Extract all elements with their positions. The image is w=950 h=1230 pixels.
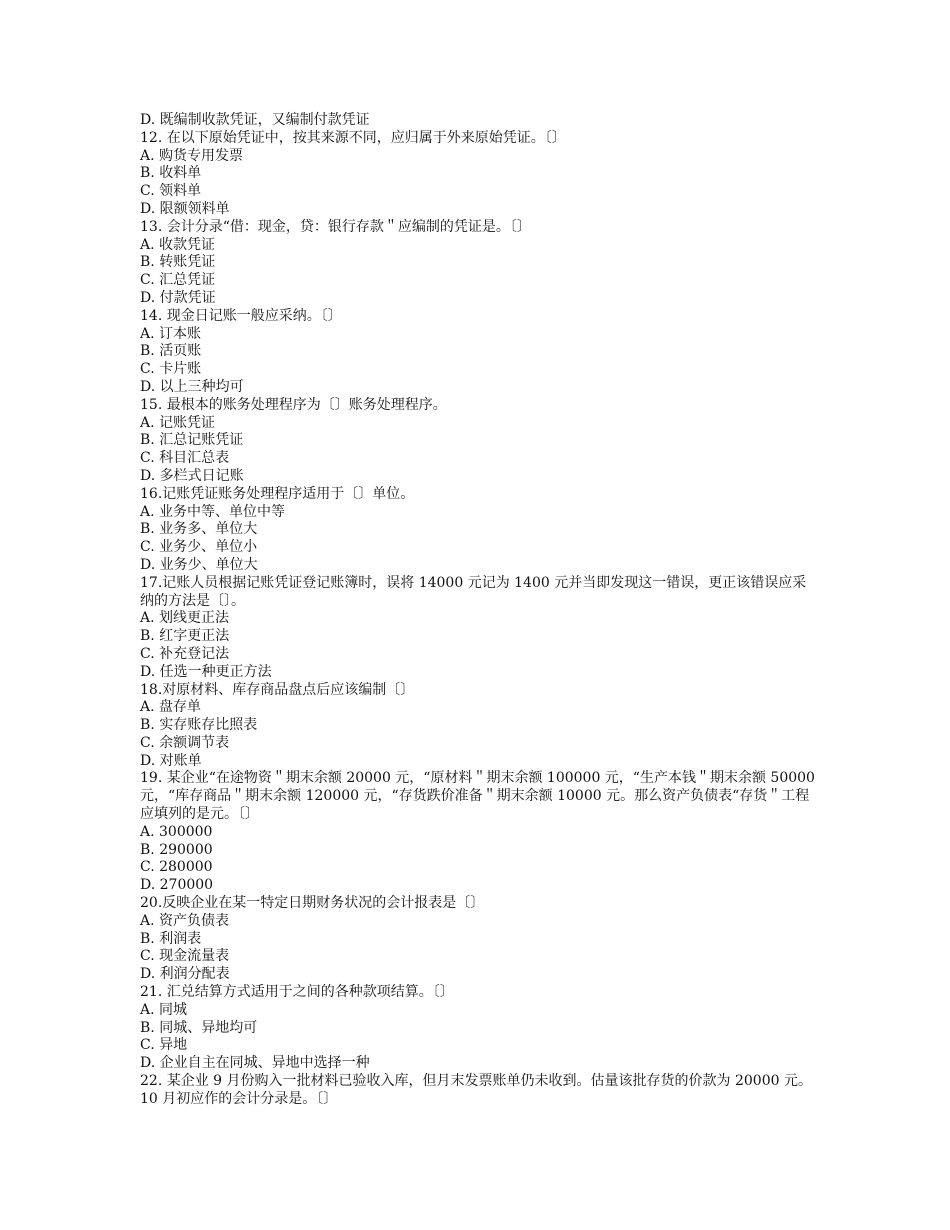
text-line: D. 任选一种更正方法	[140, 663, 272, 680]
text-line: A. 记账凭证	[140, 414, 216, 431]
text-line: B. 利润表	[140, 930, 202, 947]
text-line: 13. 会计分录“借：现金，贷：银行存款＂应编制的凭证是。〔〕	[140, 218, 531, 235]
text-line: 18.对原材料、库存商品盘点后应该编制〔〕	[140, 681, 415, 698]
text-line: A. 盘存单	[140, 699, 202, 716]
text-line: A. 订本账	[140, 325, 202, 342]
text-line: 15. 最根本的账务处理程序为〔〕账务处理程序。	[140, 396, 447, 413]
text-line: D. 对账单	[140, 752, 202, 769]
text-line: C. 余额调节表	[140, 734, 230, 751]
text-line: B. 活页账	[140, 343, 202, 360]
text-line: A. 业务中等、单位中等	[140, 503, 286, 520]
text-line: 16.记账凭证账务处理程序适用于〔〕单位。	[140, 485, 415, 502]
text-line: A. 购货专用发票	[140, 147, 244, 164]
text-line: C. 卡片账	[140, 361, 202, 378]
text-line: B. 业务多、单位大	[140, 521, 258, 538]
text-line: A. 同城	[140, 1001, 188, 1018]
text-line: D. 利润分配表	[140, 966, 230, 983]
text-line: B. 收料单	[140, 165, 202, 182]
text-line: B. 汇总记账凭证	[140, 432, 244, 449]
text-line: D. 企业自主在同城、异地中选择一种	[140, 1055, 370, 1072]
text-line: C. 领料单	[140, 183, 202, 200]
text-line: A. 300000	[140, 823, 213, 840]
text-line: 17.记账人员根据记账凭证登记账簿时，误将 14000 元记为 1400 元并当即发现这一错误，更正该错误应采纳的方法是〔〕。	[140, 574, 807, 609]
text-line: D. 付款凭证	[140, 289, 216, 306]
text-line: C. 280000	[140, 859, 213, 876]
text-line: B. 同城、异地均可	[140, 1019, 258, 1036]
text-line: B. 实存账存比照表	[140, 717, 258, 734]
text-line: A. 划线更正法	[140, 610, 230, 627]
text-line: D. 以上三种均可	[140, 378, 244, 395]
document-body	[140, 112, 820, 1109]
text-line: 14. 现金日记账一般应采纳。〔〕	[140, 307, 342, 324]
text-line: 12. 在以下原始凭证中，按其来源不同，应归属于外来原始凭证。〔〕	[140, 129, 566, 146]
text-line: D. 既编制收款凭证，又编制付款凭证	[140, 112, 370, 128]
text-line: B. 转账凭证	[140, 254, 216, 271]
text-line: 22. 某企业 9 月份购入一批材料已验收入库，但月末发票账单仍未收到。估量该批存货的价款为 20000 元。10 月初应作的会计分录是。〔〕	[140, 1073, 812, 1107]
text-line: 20.反映企业在某一特定日期财务状况的会计报表是〔〕	[140, 895, 485, 912]
text-line: C. 科目汇总表	[140, 450, 230, 467]
text-line: C. 异地	[140, 1037, 188, 1054]
text-line: D. 限额领料单	[140, 200, 230, 217]
text-line: A. 收款凭证	[140, 236, 216, 253]
text-line: C. 补充登记法	[140, 645, 230, 662]
text-line: C. 现金流量表	[140, 948, 230, 965]
text-line: 21. 汇兑结算方式适用于之间的各种款项结算。〔〕	[140, 984, 454, 1001]
text-line: B. 红字更正法	[140, 628, 230, 645]
text-line: D. 业务少、单位大	[140, 556, 258, 573]
text-line: B. 290000	[140, 841, 213, 858]
text-line: C. 汇总凭证	[140, 272, 216, 289]
text-line: D. 多栏式日记账	[140, 467, 244, 484]
text-line: D. 270000	[140, 877, 214, 894]
text-line: C. 业务少、单位小	[140, 539, 258, 556]
text-line: A. 资产负债表	[140, 912, 230, 929]
text-line: 19. 某企业“在途物资＂期末余额 20000 元，“原材料＂期末余额 100000 元，“生产本钱＂期末余额 50000 元，“库存商品＂期末余额 120000 元，“存货跌价准备＂期末余额 10000 元。那么资产负债表“存货＂工程应填列的是元。〔〕	[140, 770, 815, 823]
